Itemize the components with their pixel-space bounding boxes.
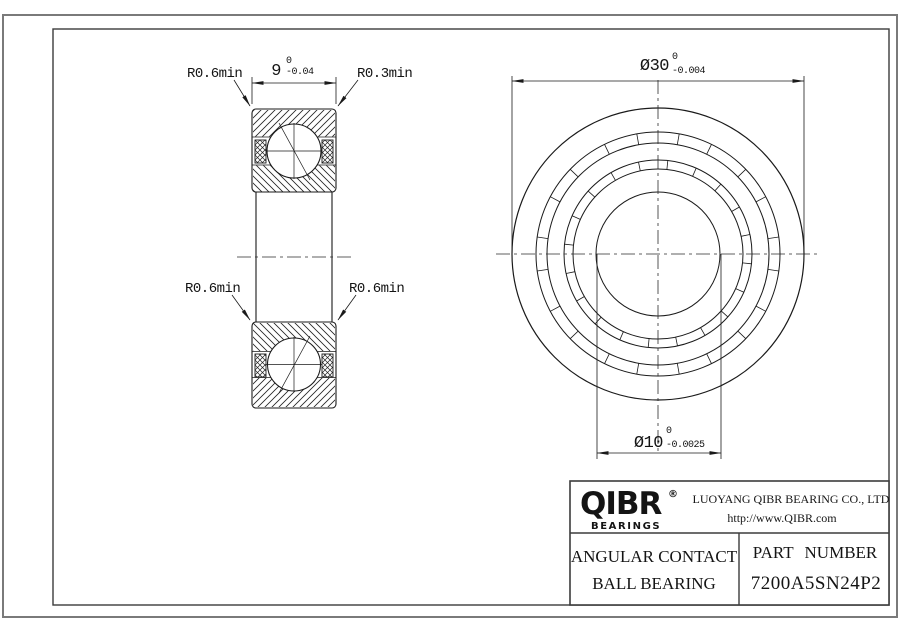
company-name: LUOYANG QIBR BEARING CO., LTD [692,492,890,506]
cage-pocket-edge [537,237,548,239]
cage-pocket-edge [648,339,649,348]
label-r-top-right: R0.3min [357,66,413,82]
cage-left [255,140,266,163]
cage-pocket-edge [676,337,678,346]
width-dim-sub: -0.04 [286,67,314,78]
cage-pocket-edge [667,161,668,170]
cage-pocket-edge [743,263,752,264]
label-r-mid-left: R0.6min [185,281,241,297]
width-dim-sup: 0 [286,56,292,67]
outer-dia-sup: 0 [672,52,678,63]
cage-pocket-edge [677,134,679,145]
width-dimension [252,56,336,104]
cage-pocket-edge [572,216,580,220]
cage-pocket-edge [637,134,639,145]
cage-pocket-edge [756,197,766,202]
cage-pocket-edge [595,317,601,324]
bore-dia-text: Ø10 [633,434,663,453]
cage-pocket-edge [738,331,746,339]
cage-right [322,140,333,163]
cage-pocket-edge [707,144,712,154]
cage-pocket-edge [611,173,616,181]
cage-pocket-edge [566,272,575,274]
cage-pocket-edge [588,191,595,197]
cage-pocket-edge [715,184,721,191]
front-view [496,52,820,459]
cage-pocket-edge [577,297,585,302]
cage-pocket-edge [736,289,744,293]
product-name-line2: BALL BEARING [592,574,716,593]
cage-pocket-edge [741,235,750,237]
cage-pocket-edge [738,169,746,177]
cage-pocket-edge [677,363,679,374]
cage-pocket-edge [707,354,712,364]
registered-mark-icon: ® [668,489,678,500]
cage-pocket-edge [768,269,779,271]
logo-subtext: BEARINGS [591,521,662,532]
cage-left [255,354,266,377]
cage-pocket-edge [565,244,574,245]
cage-pocket-edge [570,331,578,339]
cage-pocket-edge [637,363,639,374]
cage-pocket-edge [605,144,610,154]
logo-text: QIBR [580,486,662,522]
cage-pocket-edge [537,269,548,271]
cage-pocket-edge [550,306,560,311]
section-bottom-block [252,322,336,408]
outer-dia-sub: -0.004 [672,66,706,77]
cage-pocket-edge [639,162,641,171]
cage-pocket-edge [620,332,624,340]
width-dim-text: 9 [271,62,281,81]
section-view [185,56,412,408]
cage-pocket-edge [756,306,766,311]
cage-pocket-edge [693,168,697,176]
cage-pocket-edge [768,237,779,239]
cage-pocket-edge [721,311,728,317]
company-website: http://www.QIBR.com [727,511,837,525]
title-block [570,481,890,605]
bore-dia-sub: -0.0025 [666,440,705,451]
cage-pocket-edge [570,169,578,177]
part-number-label: PART NUMBER [752,543,878,562]
bore-dia-sup: 0 [666,426,672,437]
outer-dia-text: Ø30 [639,57,669,76]
product-name-line1: ANGULAR CONTACT [570,547,738,566]
cage-pocket-edge [550,197,560,202]
section-top-block [252,109,336,192]
label-r-top-left: R0.6min [187,66,243,82]
cage-pocket-edge [605,354,610,364]
part-number-value: 7200A5SN24P2 [750,573,882,594]
radius-callouts [185,66,412,320]
cage-right [322,354,333,377]
label-r-mid-right: R0.6min [349,281,405,297]
cage-pocket-edge [701,328,706,336]
cage-pocket-edge [732,207,740,212]
